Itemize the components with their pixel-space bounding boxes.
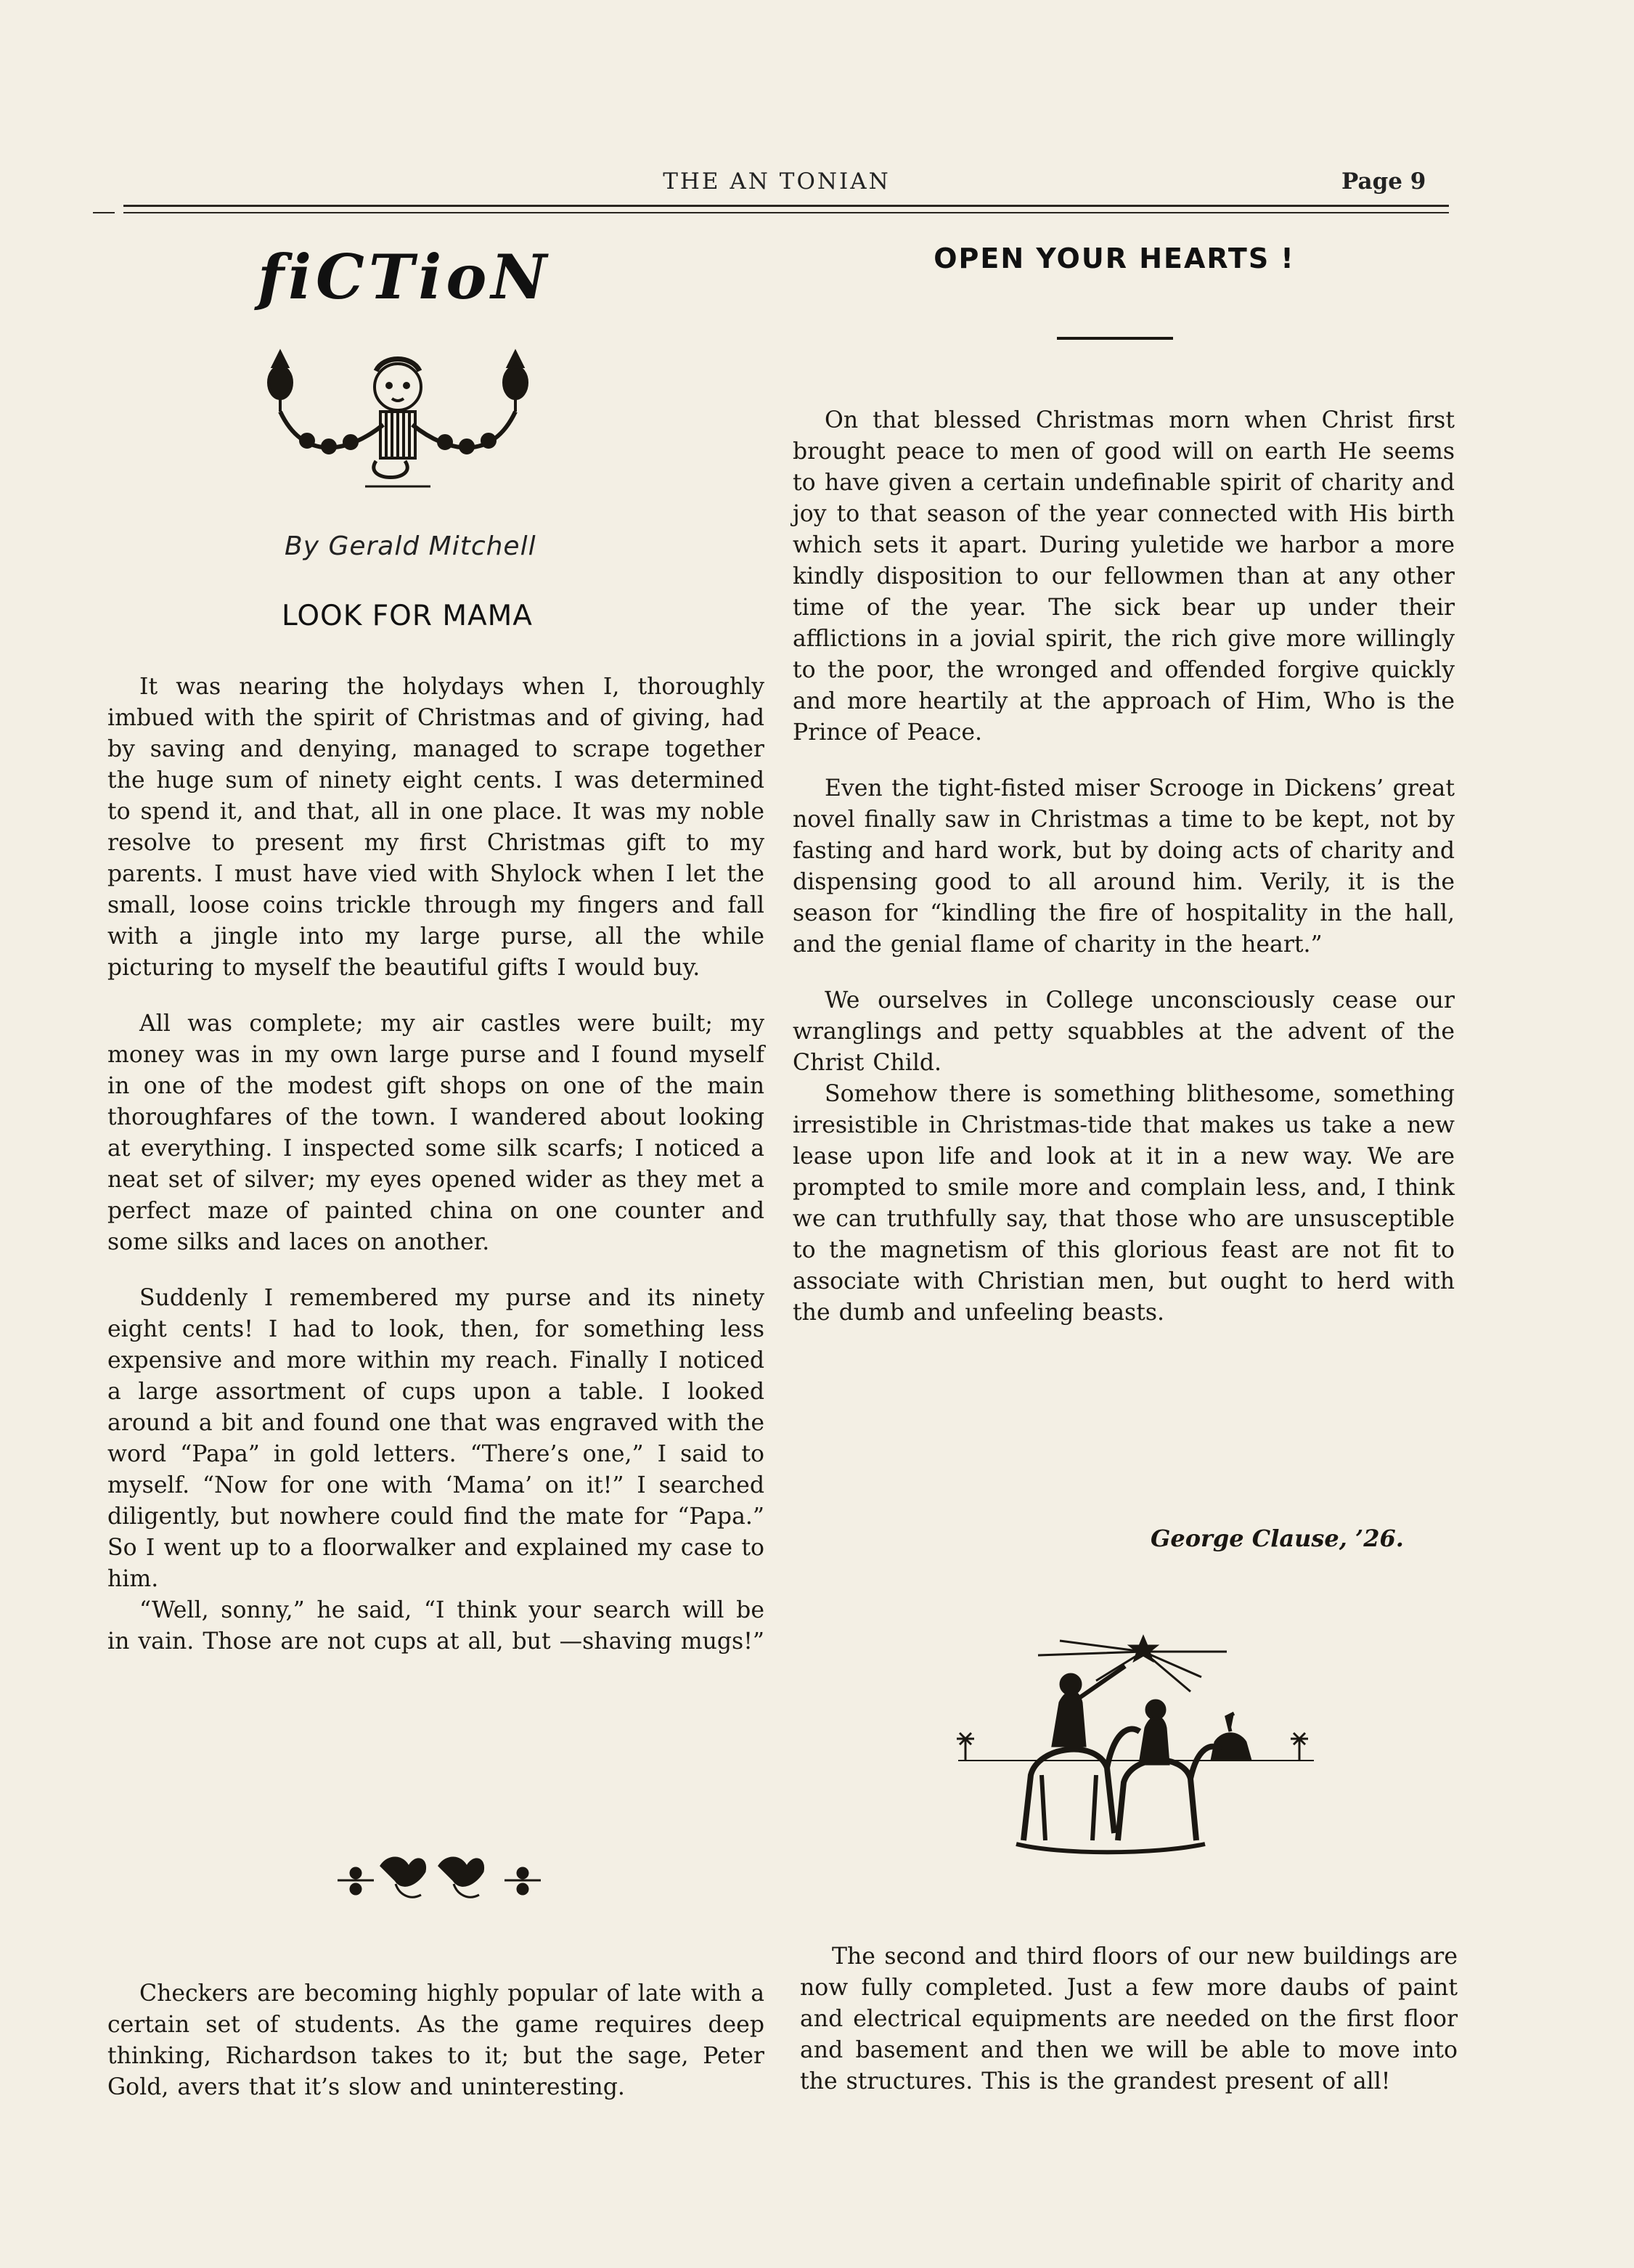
buildings-note [800,1941,1458,2122]
publication-title: THE AN TONIAN [663,168,891,195]
header-rule-top [123,205,1449,207]
header-rule-bottom [123,212,1449,213]
author-signature: George Clause, ’26. [1151,1525,1404,1552]
story-paragraph: “Well, sonny,” he said, “I think your search will be in vain. Those are not cups at all, but —shaving mugs!” [107,1597,764,1655]
section-title-fiction: fiCTioN [258,241,552,313]
floral-divider-ornament [330,1851,548,1909]
cherub-garland-ornament [238,345,557,497]
editorial-paragraph: Even the tight-fisted miser Scrooge in Dickens’ great novel finally saw in Christmas a time to be kept, not by fasting and hard work, but by doing acts of charity and dispensing good to all around him. Verily, it is the season for “kindling the fire of hospitality in the hall, and the genial flame of charity in the heart.” [793,775,1455,958]
editorial-paragraph: Somehow there is something blithesome, something irresistible in Christmas-tide that makes us take a new lease upon life and look at it in a new way. We are prompted to smile more and complain less, and, I think we can truthfully say, that those who are unsusceptible to the magnetism of this glorious feast are not fit to associate with Christian men, but ought to herd with the dumb and unfeeling beasts. [793,1081,1455,1326]
page-number: Page 9 [1341,168,1426,195]
story-paragraph: Suddenly I remembered my purse and its ninety eight cents! I had to look, then, for something less expensive and more within my reach. Finally I noticed a large assortment of cups upon a table. I looked around a bit and found one that was engraved with the word “Papa” in gold letters. “There’s one,” I said to myself. “Now for one with ‘Mama’ on it!” I searched diligently, but nowhere could find the mate for “Papa.” So I went up to a floorwalker and explained my case to him. [107,1285,764,1592]
editorial-body [793,405,1455,1353]
story-paragraph: All was complete; my air castles were built; my money was in my own large purse and I found myself in one of the modest gift shops on one of the main thoroughfares of the town. I wandered about looking at everything. I inspected some silk scarfs; I noticed a neat set of silver; my eyes opened wider as they met a perfect maze of painted china on one counter and some silks and laces on another. [107,1011,764,1255]
story-paragraph: It was nearing the holydays when I, thoroughly imbued with the spirit of Christmas and of giving, had by saving and denying, managed to scrape together the huge sum of ninety eight cents. I was determined to spend it, and that, all in one place. It was my noble resolve to present my first Christmas gift to my parents. I must have vied with Shylock when I let the small, loose coins trickle through my fingers and fall with a jingle into my large purse, all the while picturing to myself the beautiful gifts I would buy. [107,674,764,981]
story-title: LOOK FOR MAMA [282,600,533,632]
note-paragraph: The second and third floors of our new buildings are now fully completed. Just a few more daubs of paint and electrical equipments are needed on the first floor and basement and then we will be able to move into the structures. This is the grandest present of all! [800,1943,1458,2094]
header-rule-stub [93,212,115,213]
note-paragraph: Checkers are becoming highly popular of late with a certain set of students. As the game requires deep thinking, Richardson takes to it; but the sage, Peter Gold, avers that it’s slow and uninteresting. [107,1981,764,2100]
story-body [107,672,764,1682]
editorial-title: OPEN YOUR HEARTS ! [934,242,1295,274]
checkers-note [107,1978,764,2128]
editorial-paragraph: We ourselves in College unconsciously cease our wranglings and petty squabbles at the advent of the Christ Child. [793,987,1455,1076]
byline: By Gerald Mitchell [285,531,536,561]
editorial-paragraph: On that blessed Christmas morn when Christ first brought peace to men of good will on earth He seems to have given a certain undefinable spirit of charity and joy to that season of the year connected with His birth which sets it apart. During yuletide we harbor a more kindly disposition to our fellowmen than at any other time of the year. The sick bear up under their afflictions in a jovial spirit, the rich give more willingly to the poor, the wronged and offended forgive quickly and more heartily at the approach of Him, Who is the Prince of Peace. [793,407,1455,746]
title-underline [1057,337,1173,340]
wise-men-camels-illustration [951,1623,1328,1855]
